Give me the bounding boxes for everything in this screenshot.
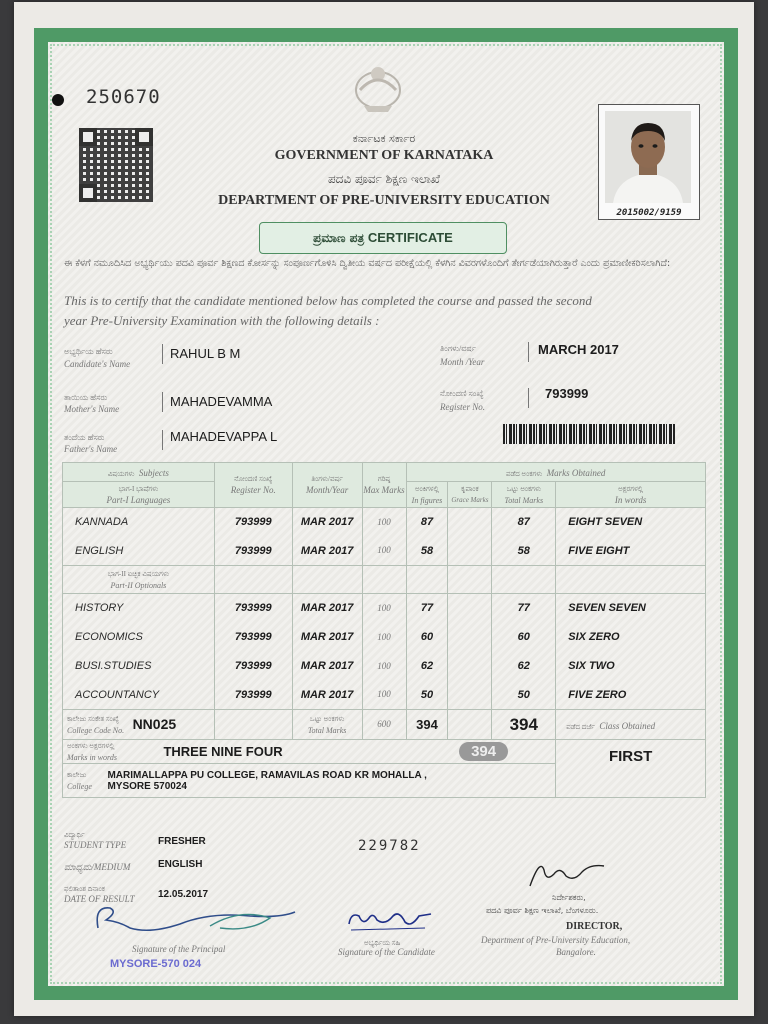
subject-month-year: MAR 2017 — [292, 594, 362, 623]
subject-name: ACCOUNTANCY — [63, 681, 215, 710]
student-type-label-kannada: ವಿದ್ಯಾರ್ಥಿ — [64, 831, 85, 839]
subject-marks-words: FIVE ZERO — [556, 681, 706, 710]
subject-month-year: MAR 2017 — [292, 652, 362, 681]
subject-marks-figures: 58 — [406, 537, 448, 566]
header-in-figures: ಅಂಕಿಗಳಲ್ಲಿ In figures — [406, 482, 448, 508]
total-figures: 394 — [406, 710, 448, 740]
principal-signature-icon — [90, 898, 300, 938]
subject-row — [63, 537, 706, 566]
cert-title-kannada: ಪ್ರಮಾಣ ಪತ್ರ — [313, 231, 365, 245]
subject-month-year: MAR 2017 — [292, 537, 362, 566]
header-month-year: ತಿಂಗಳು/ವರ್ಷ Month/Year — [292, 463, 362, 508]
father-name: MAHADEVAPPA L — [170, 429, 278, 444]
result-date: 12.05.2017 — [158, 889, 209, 900]
subject-row — [63, 508, 706, 537]
subject-total-marks: 87 — [492, 508, 556, 537]
result-label: DATE OF RESULT — [64, 894, 135, 904]
subject-marks-figures: 50 — [406, 681, 448, 710]
subject-register-no: 793999 — [214, 623, 292, 652]
subject-month-year: MAR 2017 — [292, 623, 362, 652]
subject-month-year: MAR 2017 — [292, 681, 362, 710]
director-dept: Department of Pre-University Education, — [481, 935, 631, 945]
bracket-divider — [162, 392, 163, 412]
header-marks-obtained: ಪಡೆದ ಅಂಕಗಳು Marks Obtained — [406, 463, 706, 482]
header-subjects: ವಿಷಯಗಳು Subjects — [63, 463, 215, 482]
photo-number: 2015002/9159 — [616, 208, 682, 218]
subject-total-marks: 50 — [492, 681, 556, 710]
total-label-cell: ಒಟ್ಟು ಅಂಕಗಳು Total Marks — [292, 710, 362, 740]
subject-marks-words: SIX ZERO — [556, 623, 706, 652]
class-obtained: FIRST — [608, 748, 653, 765]
statement-line-1: This is to certify that the candidate mentioned below has completed the course and passed the second — [64, 293, 592, 308]
college-line-1: MARIMALLAPPA PU COLLEGE, RAMAVILAS ROAD KR MOHALLA , — [107, 769, 427, 781]
candidate-sig-label-kannada: ಅಭ್ಯರ್ಥಿಯ ಸಹಿ — [364, 939, 401, 947]
candidate-sig-label: Signature of the Candidate — [338, 947, 435, 957]
subject-max-marks: 100 — [362, 508, 406, 537]
marks-in-words-cell: ಅಂಕಗಳು ಅಕ್ಷರಗಳಲ್ಲಿ Marks in words THREE NINE FOUR 394 — [63, 740, 556, 764]
month-year: MARCH 2017 — [538, 342, 619, 357]
subject-grace-marks — [448, 623, 492, 652]
statement-line-2: year Pre-University Examination with the following details : — [64, 313, 380, 328]
kannada-dept-name: ಪದವಿ ಪೂರ್ವ ಶಿಕ್ಷಣ ಇಲಾಖೆ — [327, 172, 441, 186]
subject-register-no: 793999 — [214, 652, 292, 681]
subject-row — [63, 594, 706, 623]
subject-marks-words: SIX TWO — [556, 652, 706, 681]
handwritten-number: 229782 — [358, 838, 421, 854]
subject-register-no: 793999 — [214, 537, 292, 566]
subject-row — [63, 652, 706, 681]
subject-max-marks: 100 — [362, 681, 406, 710]
student-type: FRESHER — [158, 836, 206, 847]
subject-marks-figures: 87 — [406, 508, 448, 537]
register-no: 793999 — [545, 386, 589, 401]
subject-marks-figures: 77 — [406, 594, 448, 623]
kannada-gov-name: ಕರ್ನಾಟಕ ಸರ್ಕಾರ — [352, 132, 416, 145]
month-label: Month /Year — [440, 357, 485, 367]
subject-grace-marks — [448, 537, 492, 566]
mother-label-kannada: ತಾಯಿಯ ಹೆಸರು — [64, 393, 108, 402]
medium: ENGLISH — [158, 859, 203, 870]
principal-label: Signature of the Principal — [132, 944, 226, 954]
statement-kannada: ಈ ಕೆಳಗೆ ನಮೂದಿಸಿದ ಅಭ್ಯರ್ಥಿಯು ಪದವಿ ಪೂರ್ವ ಶಿಕ್ಷಣದ ಕೋರ್ಸನ್ನು ಸಂಪೂರ್ಣಗೊಳಿಸಿ ದ್ವಿತೀಯ ವರ್ಷದ ಪರೀಕ್ಷೆಯಲ್ಲಿ ಕೆಳಗಿನ ವಿವರಗಳೊಂದಿಗೆ ತೇರ್ಗಡೆಯಾಗಿರುತ್ತಾರೆ ಎಂದು ಪ್ರಮಾಣೀಕರಿಸಲಾಗಿದೆ: — [64, 258, 671, 269]
class-obtained-cell — [556, 740, 706, 798]
subject-row — [63, 681, 706, 710]
marks-table — [62, 462, 706, 798]
month-label-kannada: ತಿಂಗಳು/ವರ್ಷ — [440, 344, 476, 353]
result-label-kannada: ಫಲಿತಾಂಶ ದಿನಾಂಕ — [64, 885, 105, 893]
candidate-label-kannada: ಅಭ್ಯರ್ಥಿಯ ಹೆಸರು — [64, 347, 113, 356]
subject-name: KANNADA — [63, 508, 215, 537]
subject-register-no: 793999 — [214, 681, 292, 710]
subject-name: HISTORY — [63, 594, 215, 623]
subject-max-marks: 100 — [362, 623, 406, 652]
barcode — [503, 424, 675, 444]
total-total: 394 — [492, 710, 556, 740]
subject-max-marks: 100 — [362, 652, 406, 681]
state-emblem-icon — [346, 60, 410, 116]
candidate-photo — [598, 104, 700, 220]
total-words: THREE NINE FOUR — [163, 743, 283, 759]
header-total-marks: ಒಟ್ಟು ಅಂಕಗಳು Total Marks — [492, 482, 556, 508]
college-code-cell: ಕಾಲೇಜು ಸಂಕೇತ ಸಂಖ್ಯೆ College Code No. NN025 — [63, 710, 215, 740]
subject-marks-figures: 60 — [406, 623, 448, 652]
subject-max-marks: 100 — [362, 594, 406, 623]
father-label: Father's Name — [64, 444, 118, 454]
reg-label: Register No. — [440, 402, 485, 412]
serial-number: 250670 — [86, 86, 161, 108]
subject-name: ENGLISH — [63, 537, 215, 566]
medium-label: ಮಾಧ್ಯಮ/MEDIUM — [64, 862, 131, 872]
mother-name: MAHADEVAMMA — [170, 394, 273, 409]
mother-label: Mother's Name — [64, 404, 120, 414]
subject-marks-words: FIVE EIGHT — [556, 537, 706, 566]
college-cell: ಕಾಲೇಜು College MARIMALLAPPA PU COLLEGE, RAMAVILAS ROAD KR MOHALLA , MYSORE 570024 — [63, 764, 556, 798]
candidate-label: Candidate's Name — [64, 359, 131, 369]
principal-stamp: MYSORE-570 024 — [110, 958, 202, 970]
header-in-words: ಅಕ್ಷರಗಳಲ್ಲಿ In words — [556, 482, 706, 508]
total-stamp: 394 — [459, 742, 508, 761]
gov-name: GOVERNMENT OF KARNATAKA — [274, 148, 494, 163]
bracket-divider — [162, 344, 163, 364]
director-signature-icon — [520, 852, 620, 892]
header-grace-marks: ಕೃಪಾಂಕ Grace Marks — [448, 482, 492, 508]
father-label-kannada: ತಂದೆಯ ಹೆಸರು — [64, 433, 105, 442]
subject-name: BUSI.STUDIES — [63, 652, 215, 681]
subject-marks-words: EIGHT SEVEN — [556, 508, 706, 537]
college-line-2: MYSORE 570024 — [107, 780, 187, 792]
cert-title-english: CERTIFICATE — [367, 230, 453, 245]
candidate-portrait-icon — [605, 111, 691, 203]
subject-grace-marks — [448, 594, 492, 623]
subject-total-marks: 77 — [492, 594, 556, 623]
total-max: 600 — [362, 710, 406, 740]
subject-grace-marks — [448, 681, 492, 710]
director-kannada-1: ನಿರ್ದೇಶಕರು, — [552, 893, 586, 902]
subject-register-no: 793999 — [214, 594, 292, 623]
subject-register-no: 793999 — [214, 508, 292, 537]
subject-total-marks: 58 — [492, 537, 556, 566]
subject-total-marks: 62 — [492, 652, 556, 681]
punch-hole — [52, 94, 64, 106]
subject-marks-words: SEVEN SEVEN — [556, 594, 706, 623]
header-part1: ಭಾಗ-I ಭಾಷೆಗಳು Part-I Languages — [63, 482, 215, 508]
director-kannada-2: ಪದವಿ ಪೂರ್ವ ಶಿಕ್ಷಣ ಇಲಾಖೆ, ಬೆಂಗಳೂರು. — [486, 906, 599, 915]
candidate-name: RAHUL B M — [170, 346, 241, 361]
certificate-title — [259, 222, 507, 254]
reg-label-kannada: ನೋಂದಣಿ ಸಂಖ್ಯೆ — [440, 389, 484, 398]
subject-month-year: MAR 2017 — [292, 508, 362, 537]
college-code: NN025 — [132, 715, 177, 732]
subject-max-marks: 100 — [362, 537, 406, 566]
director-title: DIRECTOR, — [566, 921, 623, 932]
class-label-cell: ಪಡೆದ ದರ್ಜೆ Class Obtained — [556, 710, 706, 740]
subject-total-marks: 60 — [492, 623, 556, 652]
director-city: Bangalore. — [556, 947, 596, 957]
subject-grace-marks — [448, 508, 492, 537]
candidate-signature-icon — [345, 904, 435, 936]
header-register-no: ನೋಂದಣಿ ಸಂಖ್ಯೆ Register No. — [214, 463, 292, 508]
bracket-divider — [528, 342, 529, 362]
student-type-label: STUDENT TYPE — [64, 840, 127, 850]
subject-row — [63, 623, 706, 652]
header-max-marks: ಗರಿಷ್ಠ Max Marks — [362, 463, 406, 508]
subject-name: ECONOMICS — [63, 623, 215, 652]
header-part2: ಭಾಗ-II ಐಚ್ಛಿಕ ವಿಷಯಗಳು Part-II Optionals — [63, 566, 215, 594]
dept-name: DEPARTMENT OF PRE-UNIVERSITY EDUCATION — [218, 193, 550, 208]
bracket-divider — [528, 388, 529, 408]
subject-grace-marks — [448, 652, 492, 681]
bracket-divider — [162, 430, 163, 450]
subject-marks-figures: 62 — [406, 652, 448, 681]
